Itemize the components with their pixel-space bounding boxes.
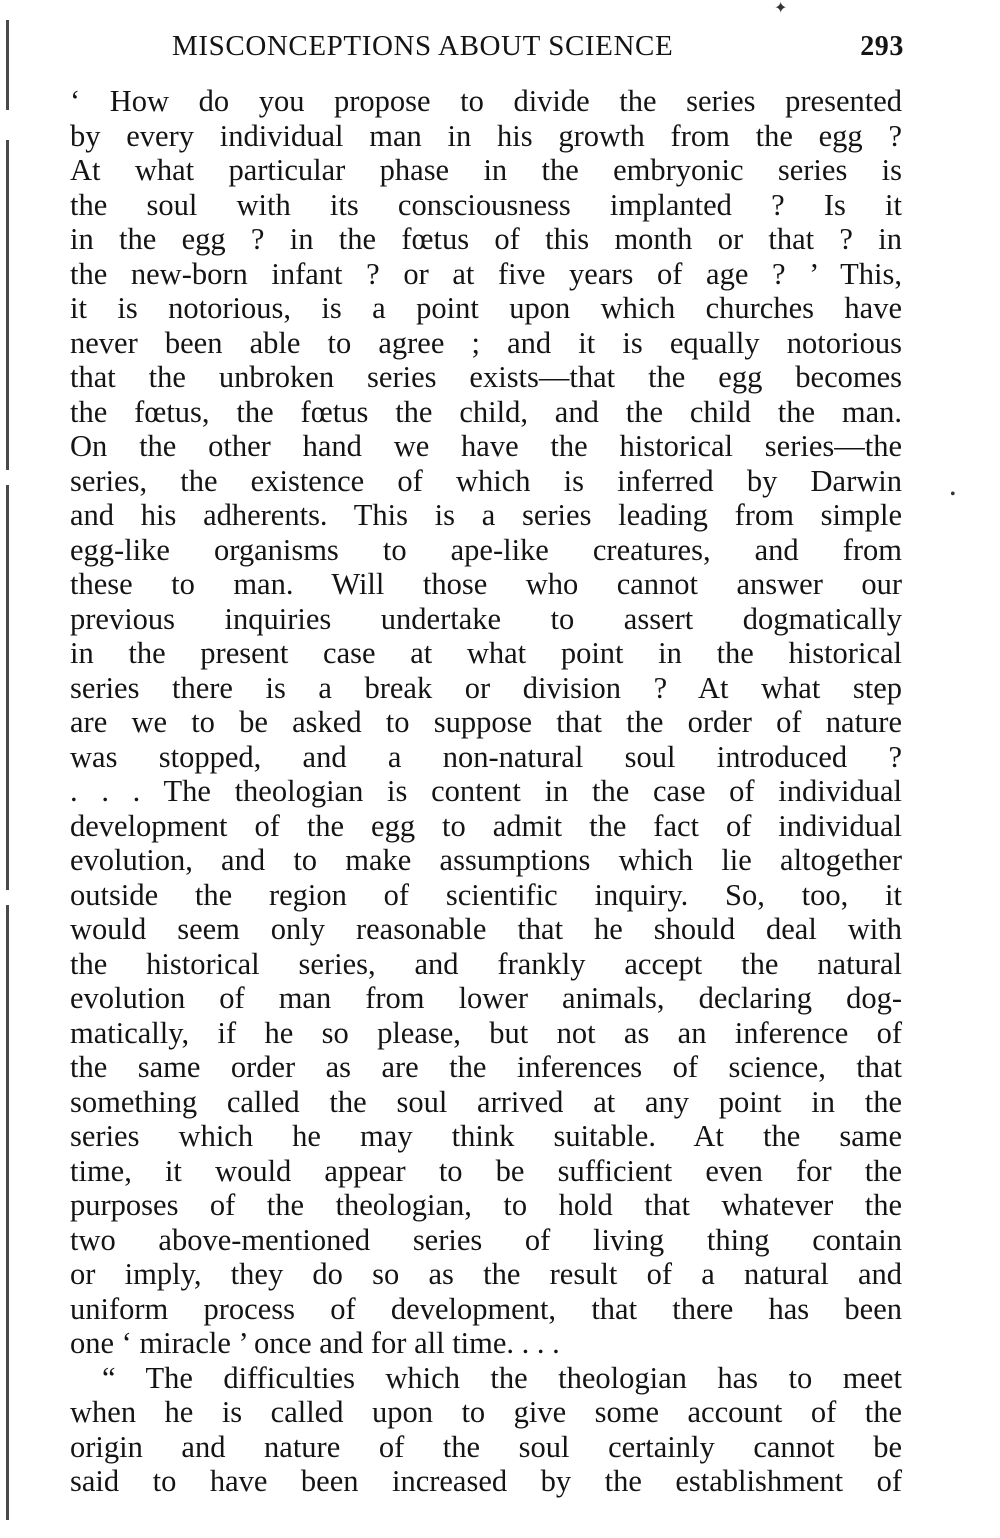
- text-line: evolution of man from lower animals, declaring dog-: [70, 981, 902, 1015]
- text-line: by every individual man in his growth from the egg ?: [70, 118, 902, 153]
- text-line: that the unbroken series exists—that the egg becomes: [70, 360, 902, 394]
- text-line: in the present case at what point in the historical: [70, 636, 902, 670]
- text-line: matically, if he so please, but not as an inference of: [70, 1015, 902, 1050]
- text-line: ‘ How do you propose to divide the series presented: [70, 84, 902, 118]
- text-line: the soul with its consciousness implanted ? Is it: [70, 187, 902, 222]
- body-text: [70, 84, 902, 1499]
- text-line: series which he may think suitable. At the same: [70, 1119, 902, 1153]
- text-line: one ‘ miracle ’ once and for all time. . . .: [70, 1326, 560, 1360]
- text-line: it is notorious, is a point upon which churches have: [70, 291, 902, 325]
- text-line: egg-like organisms to ape-like creatures, and from: [70, 532, 902, 567]
- text-line: these to man. Will those who cannot answer our: [70, 567, 902, 601]
- text-line: At what particular phase in the embryonic series is: [70, 153, 902, 187]
- binding-shadow: [6, 20, 9, 1520]
- text-line: would seem only reasonable that he should deal with: [70, 912, 902, 946]
- text-line: was stopped, and a non-natural soul introduced ?: [70, 739, 902, 774]
- text-line: . . . The theologian is content in the case of individual: [70, 774, 902, 808]
- running-head-title: MISCONCEPTIONS ABOUT SCIENCE: [172, 30, 674, 62]
- page-number: 293: [860, 31, 904, 62]
- text-line: the same order as are the inferences of science, that: [70, 1050, 902, 1084]
- text-line: development of the egg to admit the fact of individual: [70, 808, 902, 843]
- paragraph-start-line: “ The difficulties which the theologian has to meet: [102, 1360, 902, 1395]
- text-line: origin and nature of the soul certainly cannot be: [70, 1429, 902, 1464]
- text-line: are we to be asked to suppose that the order of nature: [70, 705, 902, 739]
- text-line: two above-mentioned series of living thing contain: [70, 1222, 902, 1257]
- text-line: in the egg ? in the fœtus of this month or that ? in: [70, 222, 902, 256]
- text-line: never been able to agree ; and it is equally notorious: [70, 325, 902, 360]
- print-speck: ✦: [774, 0, 788, 17]
- text-line: uniform process of development, that there has been: [70, 1291, 902, 1326]
- text-line: outside the region of scientific inquiry. So, too, it: [70, 877, 902, 912]
- running-head: [172, 30, 904, 70]
- text-line: the new-born infant ? or at five years of age ? ’ This,: [70, 256, 902, 291]
- text-line: previous inquiries undertake to assert dogmatically: [70, 601, 902, 636]
- text-line: the historical series, and frankly accept the natural: [70, 946, 902, 981]
- text-line: evolution, and to make assumptions which lie altogether: [70, 843, 902, 877]
- text-line: said to have been increased by the establishment of: [70, 1464, 902, 1498]
- text-line: when he is called upon to give some account of the: [70, 1395, 902, 1429]
- text-line: something called the soul arrived at any point in the: [70, 1084, 902, 1119]
- text-line: the fœtus, the fœtus the child, and the child the man.: [70, 394, 902, 429]
- print-speck: •: [950, 486, 956, 503]
- text-line: On the other hand we have the historical series—the: [70, 429, 902, 463]
- text-line: or imply, they do so as the result of a natural and: [70, 1257, 902, 1291]
- text-line: time, it would appear to be sufficient even for the: [70, 1153, 902, 1188]
- text-line: purposes of the theologian, to hold that whatever the: [70, 1188, 902, 1222]
- text-line: series there is a break or division ? At what step: [70, 670, 902, 705]
- text-line: series, the existence of which is inferred by Darwin: [70, 463, 902, 498]
- text-line: and his adherents. This is a series leading from simple: [70, 498, 902, 532]
